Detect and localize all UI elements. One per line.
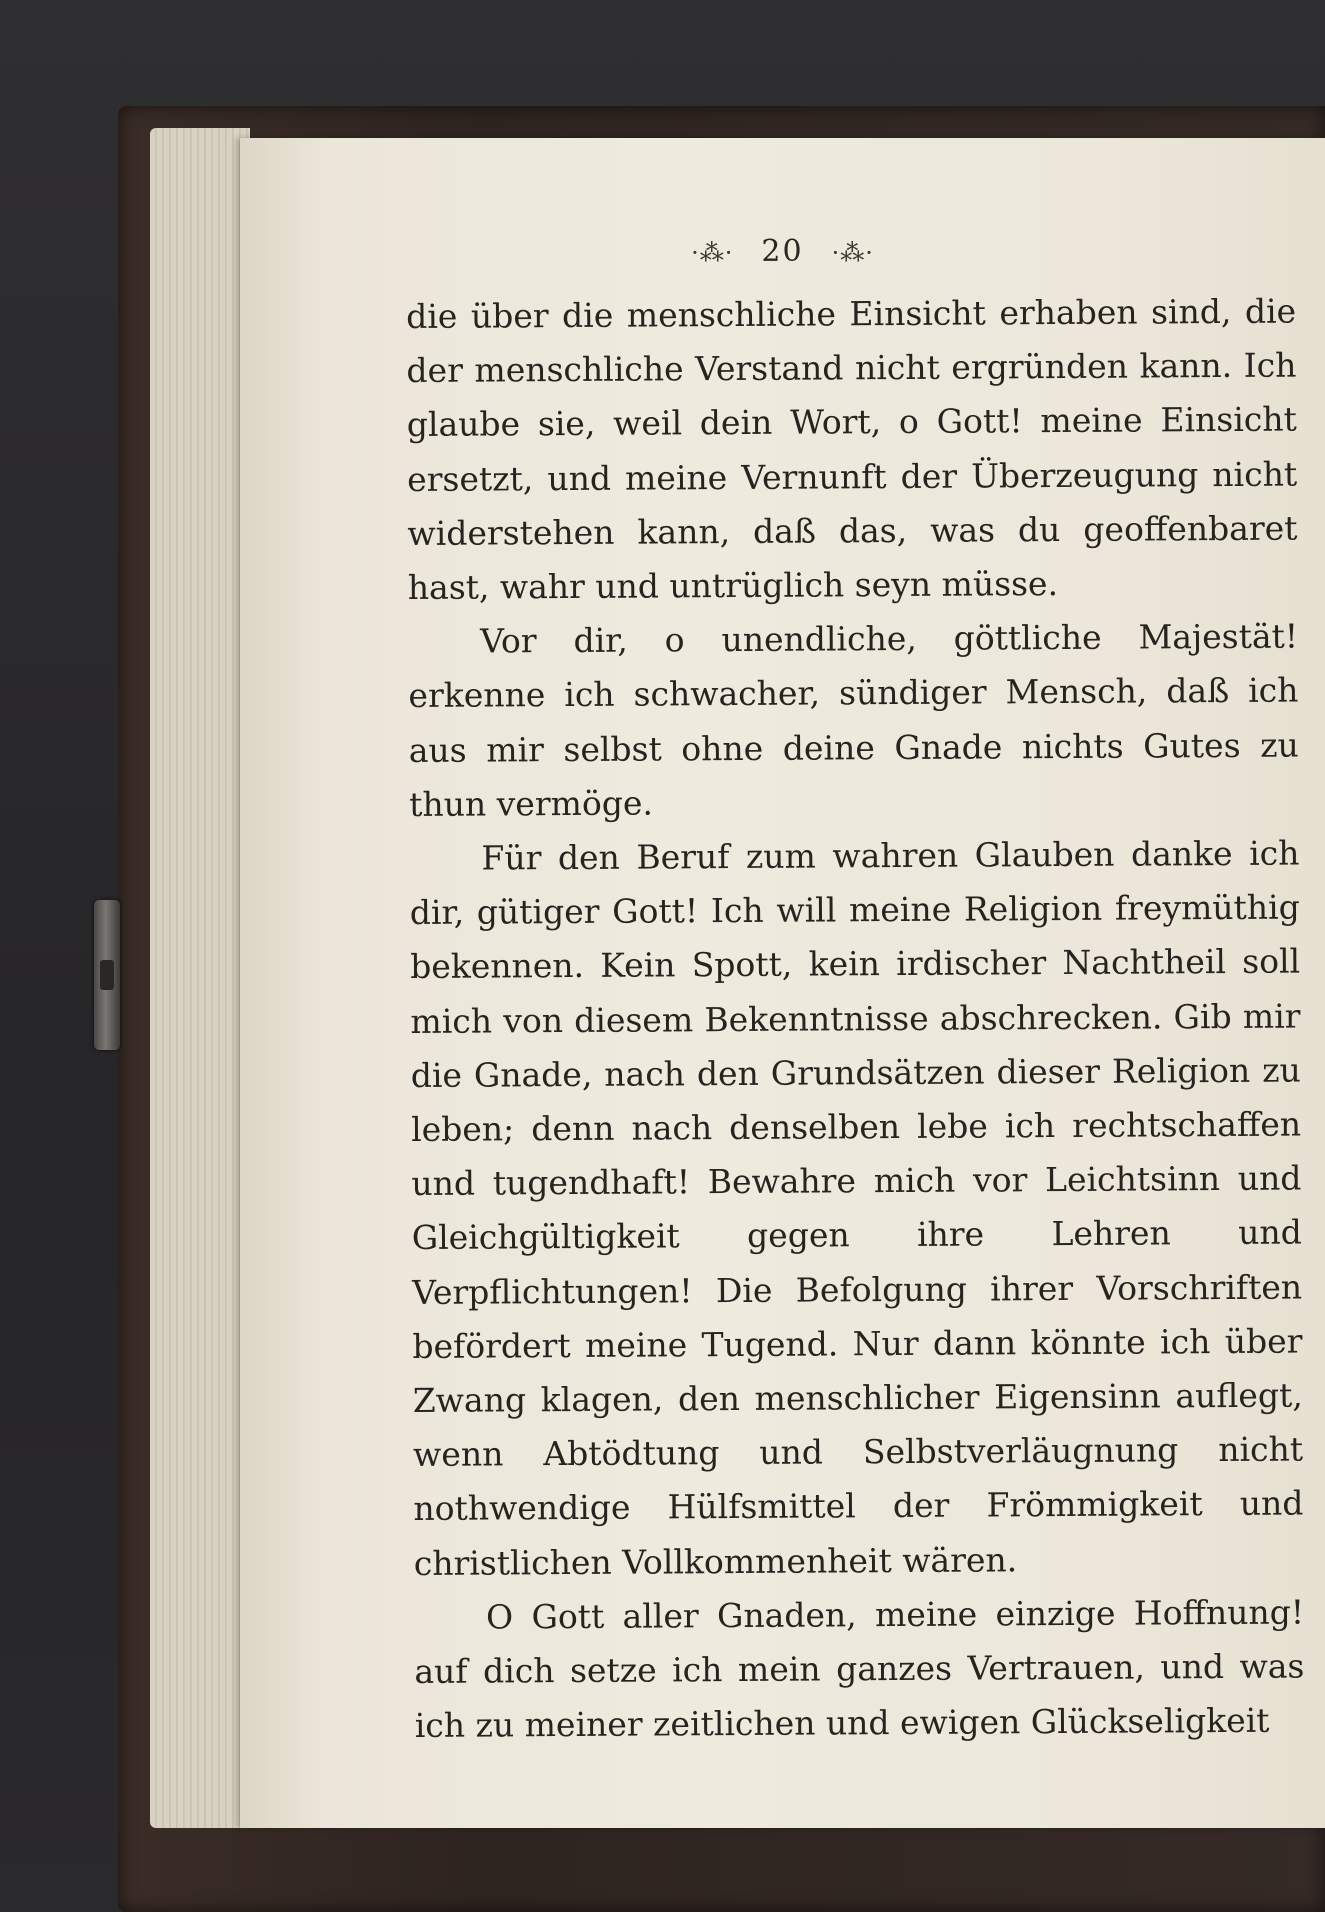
ornament-right: ·⁂·	[831, 239, 874, 267]
ornament-left: ·⁂·	[691, 239, 734, 267]
book-page	[240, 138, 1325, 1828]
paragraph: O Gott aller Gnaden, meine einzige Hoffnung! auf dich setze ich mein ganzes Vertrauen, und was ich zu meiner zeitlichen und ewigen Glückseligkeit	[414, 1592, 1305, 1746]
paragraph: Für den Beruf zum wahren Glauben danke ich dir, gütiger Gott! Ich will meine Religion freymüthig bekennen. Kein Spott, kein irdischer Nachtheil soll mich von diesem Bekenntnisse abschrecken. Gib mir die Gnade, nach den Grundsätzen dieser Religion zu leben; denn nach denselben lebe ich rechtschaffen und tugendhaft! Bewahre mich vor Leichtsinn und Gleichgültigkeit gegen ihre Lehren und Verpflichtungen! Die Befolgung ihrer Vorschriften befördert meine Tugend. Nur dann könnte ich über Zwang klagen, den menschlicher Eigensinn auflegt, wenn Abtödtung und Selbstverläugnung nicht nothwendige Hülfsmittel der Frömmigkeit und christlichen Vollkommenheit wären.	[409, 833, 1304, 1583]
book-clasp	[94, 900, 120, 1050]
paragraph: die über die menschliche Einsicht erhaben sind, die der menschliche Verstand nicht ergründen kann. Ich glaube sie, weil dein Wort, o Gott! meine Einsicht ersetzt, und meine Vernunft der Überzeugung nicht widerstehen kann, daß das, was du geoffenbaret hast, wahr und untrüglich seyn müsse.	[406, 291, 1298, 608]
paragraph: Vor dir, o unendliche, göttliche Majestät! erkenne ich schwacher, sündiger Mensch, daß ich aus mir selbst ohne deine Gnade nichts Gutes zu thun vermöge.	[408, 616, 1299, 824]
page-edges	[150, 128, 250, 1828]
page-number: 20	[761, 234, 804, 269]
page-header	[240, 234, 1325, 269]
body-text	[406, 285, 1305, 1754]
